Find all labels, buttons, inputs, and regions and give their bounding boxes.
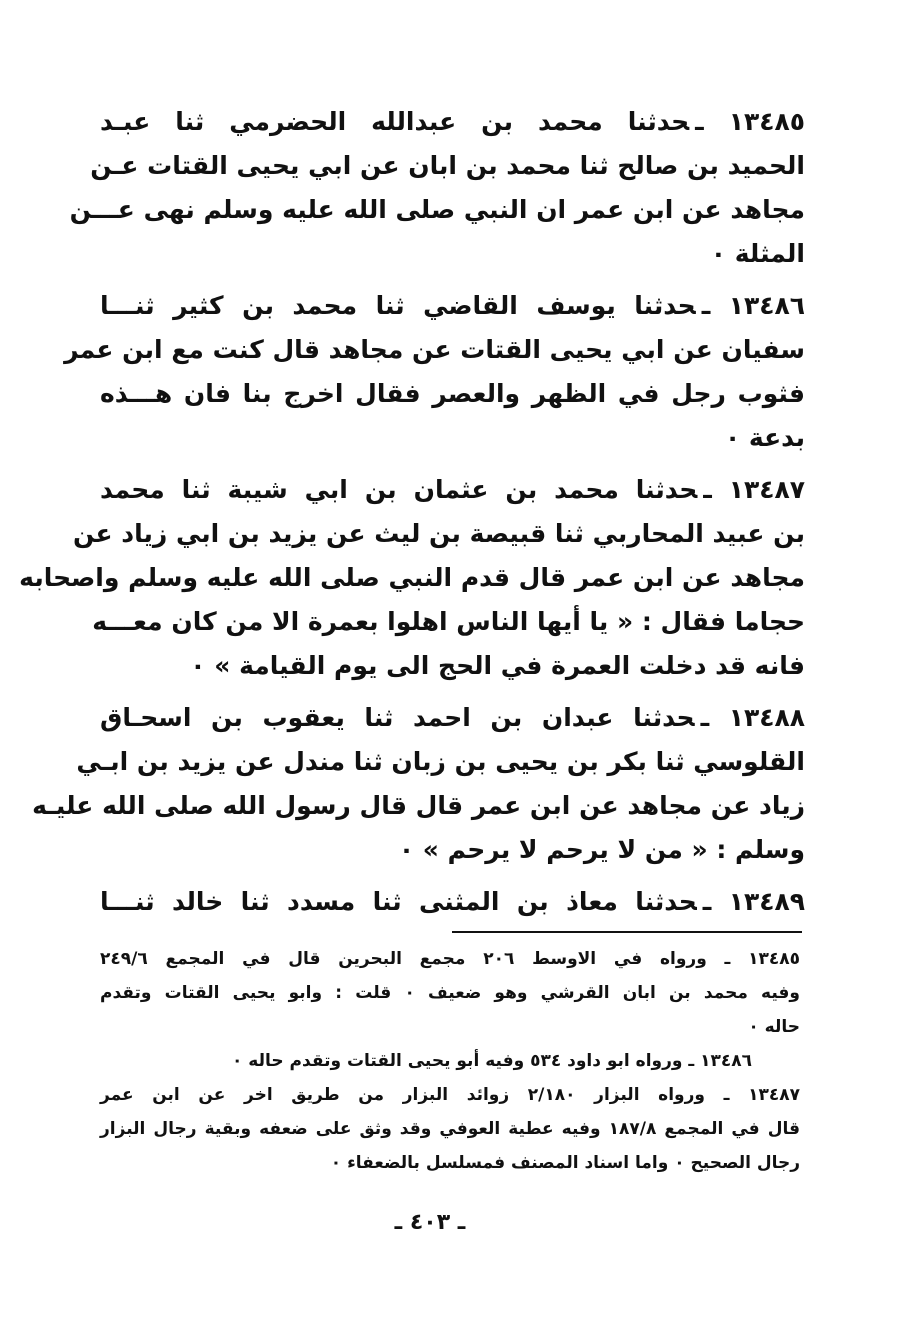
footnote-line: ١٣٤٨٧ ـ ورواه البزار ٢/١٨٠ زوائد البزار من طريق اخر عن ابن عمر — [100, 1085, 800, 1105]
hadith-number: ١٣٤٨٥ ـ — [695, 107, 806, 136]
footnote — [100, 1078, 800, 1180]
footnote — [100, 1044, 800, 1078]
footnote-divider — [452, 931, 802, 933]
text-line: زياد عن مجاهد عن ابن عمر قال قال رسول الله صلى الله عليـه — [32, 791, 805, 820]
hadith-entry — [19, 468, 805, 688]
text-line: الحميد بن صالح ثنا محمد بن ابان عن ابي يحيى القتات عـن — [90, 151, 805, 180]
hadith-entry — [64, 284, 806, 460]
footnote-line: وفيه محمد بن ابان القرشي وهو ضعيف ٠ قلت : وابو يحيى القتات وتقدم — [100, 983, 800, 1003]
main-text — [19, 100, 806, 932]
text-line: فانه قد دخلت العمرة في الحج الى يوم القيامة » ٠ — [190, 651, 805, 680]
hadith-text: حدثنا يوسف القاضي ثنا محمد بن كثير ثنـــا — [100, 291, 696, 320]
text-line — [100, 696, 805, 740]
text-line: القلوسي ثنا بكر بن يحيى بن زبان ثنا مندل عن يزيد بن ابـي — [76, 747, 805, 776]
footnotes — [100, 942, 800, 1180]
footnote-line: حاله ٠ — [748, 1017, 800, 1037]
footnote — [100, 942, 800, 1044]
text-line — [100, 880, 805, 924]
hadith-number: ١٣٤٨٨ ـ — [700, 703, 806, 732]
hadith-entry — [69, 100, 806, 276]
text-line: بن عبيد المحاربي ثنا قبيصة بن ليث عن يزيد بن ابي زياد عن — [73, 519, 805, 548]
hadith-text: حدثنا عبدان بن احمد ثنا يعقوب بن اسحـاق — [100, 703, 695, 732]
hadith-text: حدثنا محمد بن عبدالله الحضرمي ثنا عبـد — [100, 107, 690, 136]
hadith-entry — [32, 696, 806, 872]
page-number: ـ ٤٠٣ ـ — [394, 1210, 466, 1235]
hadith-entry — [100, 880, 805, 924]
text-line: بدعة ٠ — [724, 423, 805, 452]
text-line: المثلة ٠ — [710, 239, 805, 268]
text-line: سفيان عن ابي يحيى القتات عن مجاهد قال كنت مع ابن عمر — [64, 335, 805, 364]
text-line: مجاهد عن ابن عمر قال قدم النبي صلى الله عليه وسلم واصحابه — [19, 563, 805, 592]
hadith-number: ١٣٤٨٦ ـ — [701, 291, 806, 320]
text-line — [100, 468, 805, 512]
footnote-line: رجال الصحيح ٠ واما اسناد المصنف فمسلسل بالضعفاء ٠ — [330, 1153, 800, 1173]
footnote-line: ١٣٤٨٦ ـ ورواه ابو داود ٥٣٤ وفيه أبو يحيى القتات وتقدم حاله ٠ — [232, 1051, 752, 1071]
hadith-number: ١٣٤٨٩ ـ — [702, 887, 805, 916]
text-line: حجاما فقال : « يا أيها الناس اهلوا بعمرة الا من كان معـــه — [92, 607, 805, 636]
text-line: وسلم : « من لا يرحم لا يرحم » ٠ — [398, 835, 805, 864]
text-line: مجاهد عن ابن عمر ان النبي صلى الله عليه وسلم نهى عـــن — [69, 195, 805, 224]
hadith-number: ١٣٤٨٧ ـ — [703, 475, 805, 504]
text-line — [100, 284, 805, 328]
footnote-line: ١٣٤٨٥ ـ ورواه في الاوسط ٢٠٦ مجمع البحرين قال في المجمع ٢٤٩/٦ — [100, 949, 800, 969]
text-line — [100, 100, 805, 144]
footnote-line: قال في المجمع ١٨٧/٨ وفيه عطية العوفي وقد وثق على ضعفه وبقية رجال البزار — [100, 1119, 800, 1139]
text-line: فثوب رجل في الظهر والعصر فقال اخرج بنا فان هـــذه — [100, 379, 805, 408]
hadith-text: حدثنا محمد بن عثمان بن ابي شيبة ثنا محمد — [100, 475, 698, 504]
hadith-text: حدثنا معاذ بن المثنى ثنا مسدد ثنا خالد ثنـــا — [100, 887, 697, 916]
